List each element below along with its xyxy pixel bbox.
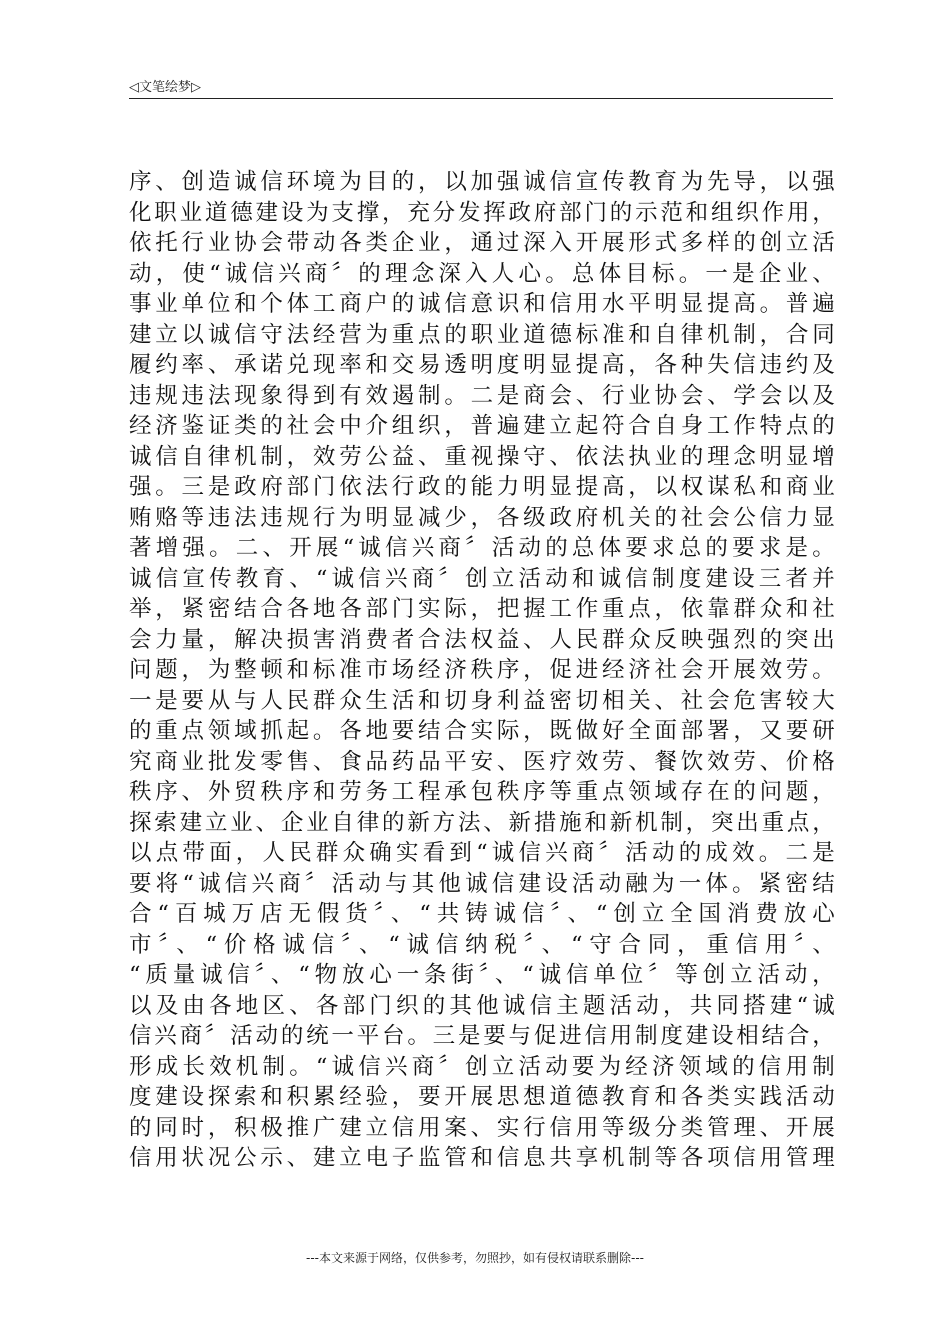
body-text-line: 探索建立业、企业自律的新方法、新措施和新机制，突出重点， (129, 809, 835, 836)
body-text-line: 违规违法现象得到有效遏制。二是商会、行业协会、学会以及 (129, 382, 835, 409)
body-text-line: 的同时，积极推广建立信用案、实行信用等级分类管理、开展 (129, 1114, 835, 1141)
page-footer: ---本文来源于网络，仅供参考，勿照抄，如有侵权请联系删除--- (306, 1251, 644, 1265)
body-text-line: 贿赂等违法违规行为明显减少，各级政府机关的社会公信力显 (129, 504, 835, 531)
body-text-line: 举，紧密结合各地各部门实际，把握工作重点，依靠群众和社 (129, 596, 835, 622)
body-text-line: 化职业道德建设为支撑，充分发挥政府部门的示范和组织作用， (129, 199, 835, 226)
body-text-line: 一是要从与人民群众生活和切身利益密切相关、社会危害较大 (129, 687, 835, 714)
body-text-line: 诚信自律机制，效劳公益、重视操守、依法执业的理念明显增 (129, 443, 835, 470)
body-text-line: 度建设探索和积累经验，要开展思想道德教育和各类实践活动 (129, 1084, 835, 1110)
body-text-line: 强。三是政府部门依法行政的能力明显提高，以权谋私和商业 (129, 474, 835, 500)
body-text-line: 信兴商〞活动的统一平台。三是要与促进信用制度建设相结合， (129, 1023, 835, 1049)
body-text-line: 依托行业协会带动各类企业，通过深入开展形式多样的创立活 (129, 230, 835, 256)
body-text-line: 市〞、“价格诚信〞、“诚信纳税〞、“守合同，重信用〞、 (129, 931, 835, 958)
body-text-line: 诚信宣传教育、“诚信兴商〞创立活动和诚信制度建设三者并 (129, 565, 835, 592)
body-text-line: 的重点领域抓起。各地要结合实际，既做好全面部署，又要研 (129, 718, 835, 744)
body-text-line: 著增强。二、开展“诚信兴商〞活动的总体要求总的要求是。 (129, 535, 835, 561)
body-text-line: 序、创造诚信环境为目的，以加强诚信宣传教育为先导，以强 (129, 169, 835, 195)
document-body (129, 167, 835, 1174)
body-text-line: 问题，为整顿和标准市场经济秩序，促进经济社会开展效劳。 (129, 657, 835, 683)
body-text-line: 以点带面，人民群众确实看到“诚信兴商〞活动的成效。二是 (129, 840, 835, 866)
body-text-line: 会力量，解决损害消费者合法权益、人民群众反映强烈的突出 (129, 626, 835, 653)
body-text-line: 要将“诚信兴商〞活动与其他诚信建设活动融为一体。紧密结 (129, 870, 835, 897)
body-text-line: 建立以诚信守法经营为重点的职业道德标准和自律机制，合同 (129, 321, 835, 348)
body-text-line: “质量诚信〞、“物放心一条街〞、“诚信单位〞等创立活动， (129, 962, 835, 988)
body-text-line: 动，使“诚信兴商〞的理念深入人心。总体目标。一是企业、 (129, 260, 835, 287)
page-header (129, 74, 833, 99)
body-text-line: 经济鉴证类的社会中介组织，普遍建立起符合自身工作特点的 (129, 413, 835, 439)
header-title: ◁文笔绘梦▷ (129, 80, 201, 95)
body-text-line: 合“百城万店无假货〞、“共铸诚信〞、“创立全国消费放心 (129, 901, 835, 927)
body-text-line: 秩序、外贸秩序和劳务工程承包秩序等重点领域存在的问题， (129, 779, 835, 805)
body-text-line: 事业单位和个体工商户的诚信意识和信用水平明显提高。普遍 (129, 291, 835, 317)
body-text-line: 形成长效机制。“诚信兴商〞创立活动要为经济领域的信用制 (129, 1053, 835, 1080)
body-text-line: 履约率、承诺兑现率和交易透明度明显提高，各种失信违约及 (129, 352, 835, 378)
body-text-line: 究商业批发零售、食品药品平安、医疗效劳、餐饮效劳、价格 (129, 748, 835, 775)
body-text-line: 信用状况公示、建立电子监管和信息共享机制等各项信用管理 (129, 1145, 835, 1171)
body-text-line: 以及由各地区、各部门织的其他诚信主题活动，共同搭建“诚 (129, 992, 835, 1019)
